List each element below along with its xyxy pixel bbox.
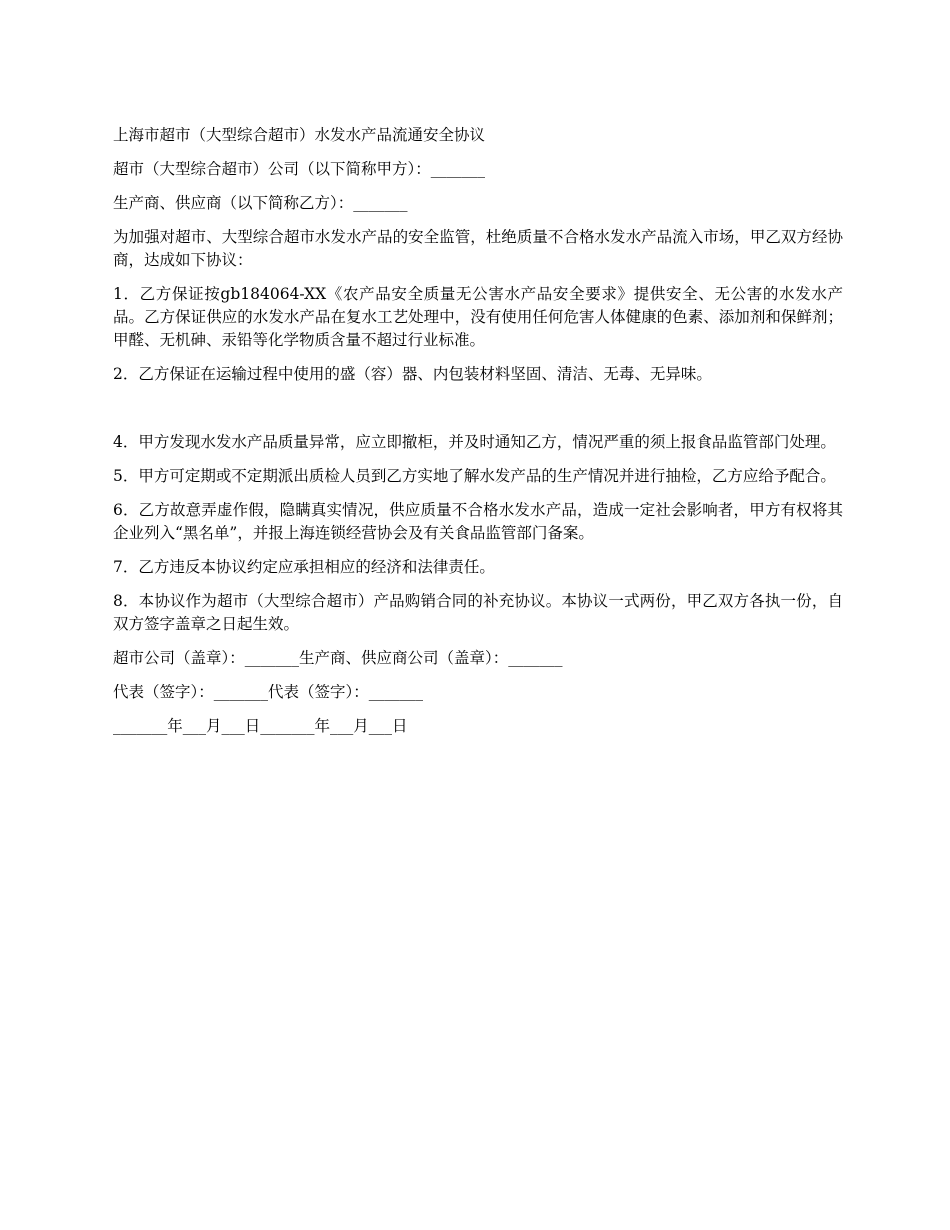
seal-line: 超市公司（盖章）：_______生产商、供应商公司（盖章）：_______	[113, 649, 563, 667]
date-line: _______年___月___日_______年___月___日	[113, 717, 408, 735]
document-page	[113, 124, 843, 749]
preamble-paragraph: 为加强对超市、大型综合超市水发水产品的安全监管，杜绝质量不合格水发水产品流入市场，甲乙双方经协商，达成如下协议：	[113, 228, 843, 269]
clause-8: 8．本协议作为超市（大型综合超市）产品购销合同的补充协议。本协议一式两份，甲乙双方各执一份，自双方签字盖章之日起生效。	[113, 592, 843, 633]
clause-1: 1．乙方保证按gb184064-XX《农产品安全质量无公害水产品安全要求》提供安全、无公害的水发水产品。乙方保证供应的水发水产品在复水工艺处理中，没有使用任何危害人体健康的色素、添加剂和保鲜剂；甲醛、无机砷、汞铅等化学物质含量不超过行业标准。	[113, 285, 843, 349]
party-b-line: 生产商、供应商（以下简称乙方）：_______	[113, 194, 408, 212]
party-a-line: 超市（大型综合超市）公司（以下简称甲方）：_______	[113, 160, 486, 178]
clause-2: 2．乙方保证在运输过程中使用的盛（容）器、内包装材料坚固、清洁、无毒、无异味。	[113, 365, 712, 383]
clause-4: 4．甲方发现水发水产品质量异常，应立即撤柜，并及时通知乙方，情况严重的须上报食品监管部门处理。	[113, 433, 836, 451]
blank-gap	[113, 397, 843, 431]
document-title: 上海市超市（大型综合超市）水发水产品流通安全协议	[113, 126, 486, 144]
clause-6: 6．乙方故意弄虚作假，隐瞒真实情况，供应质量不合格水发水产品，造成一定社会影响者，甲方有权将其企业列入“黑名单”，并报上海连锁经营协会及有关食品监管部门备案。	[113, 501, 843, 542]
representative-line: 代表（签字）：_______代表（签字）：_______	[113, 683, 424, 701]
clause-7: 7．乙方违反本协议约定应承担相应的经济和法律责任。	[113, 558, 495, 576]
clause-5: 5．甲方可定期或不定期派出质检人员到乙方实地了解水发产品的生产情况并进行抽检，乙方应给予配合。	[113, 467, 836, 485]
